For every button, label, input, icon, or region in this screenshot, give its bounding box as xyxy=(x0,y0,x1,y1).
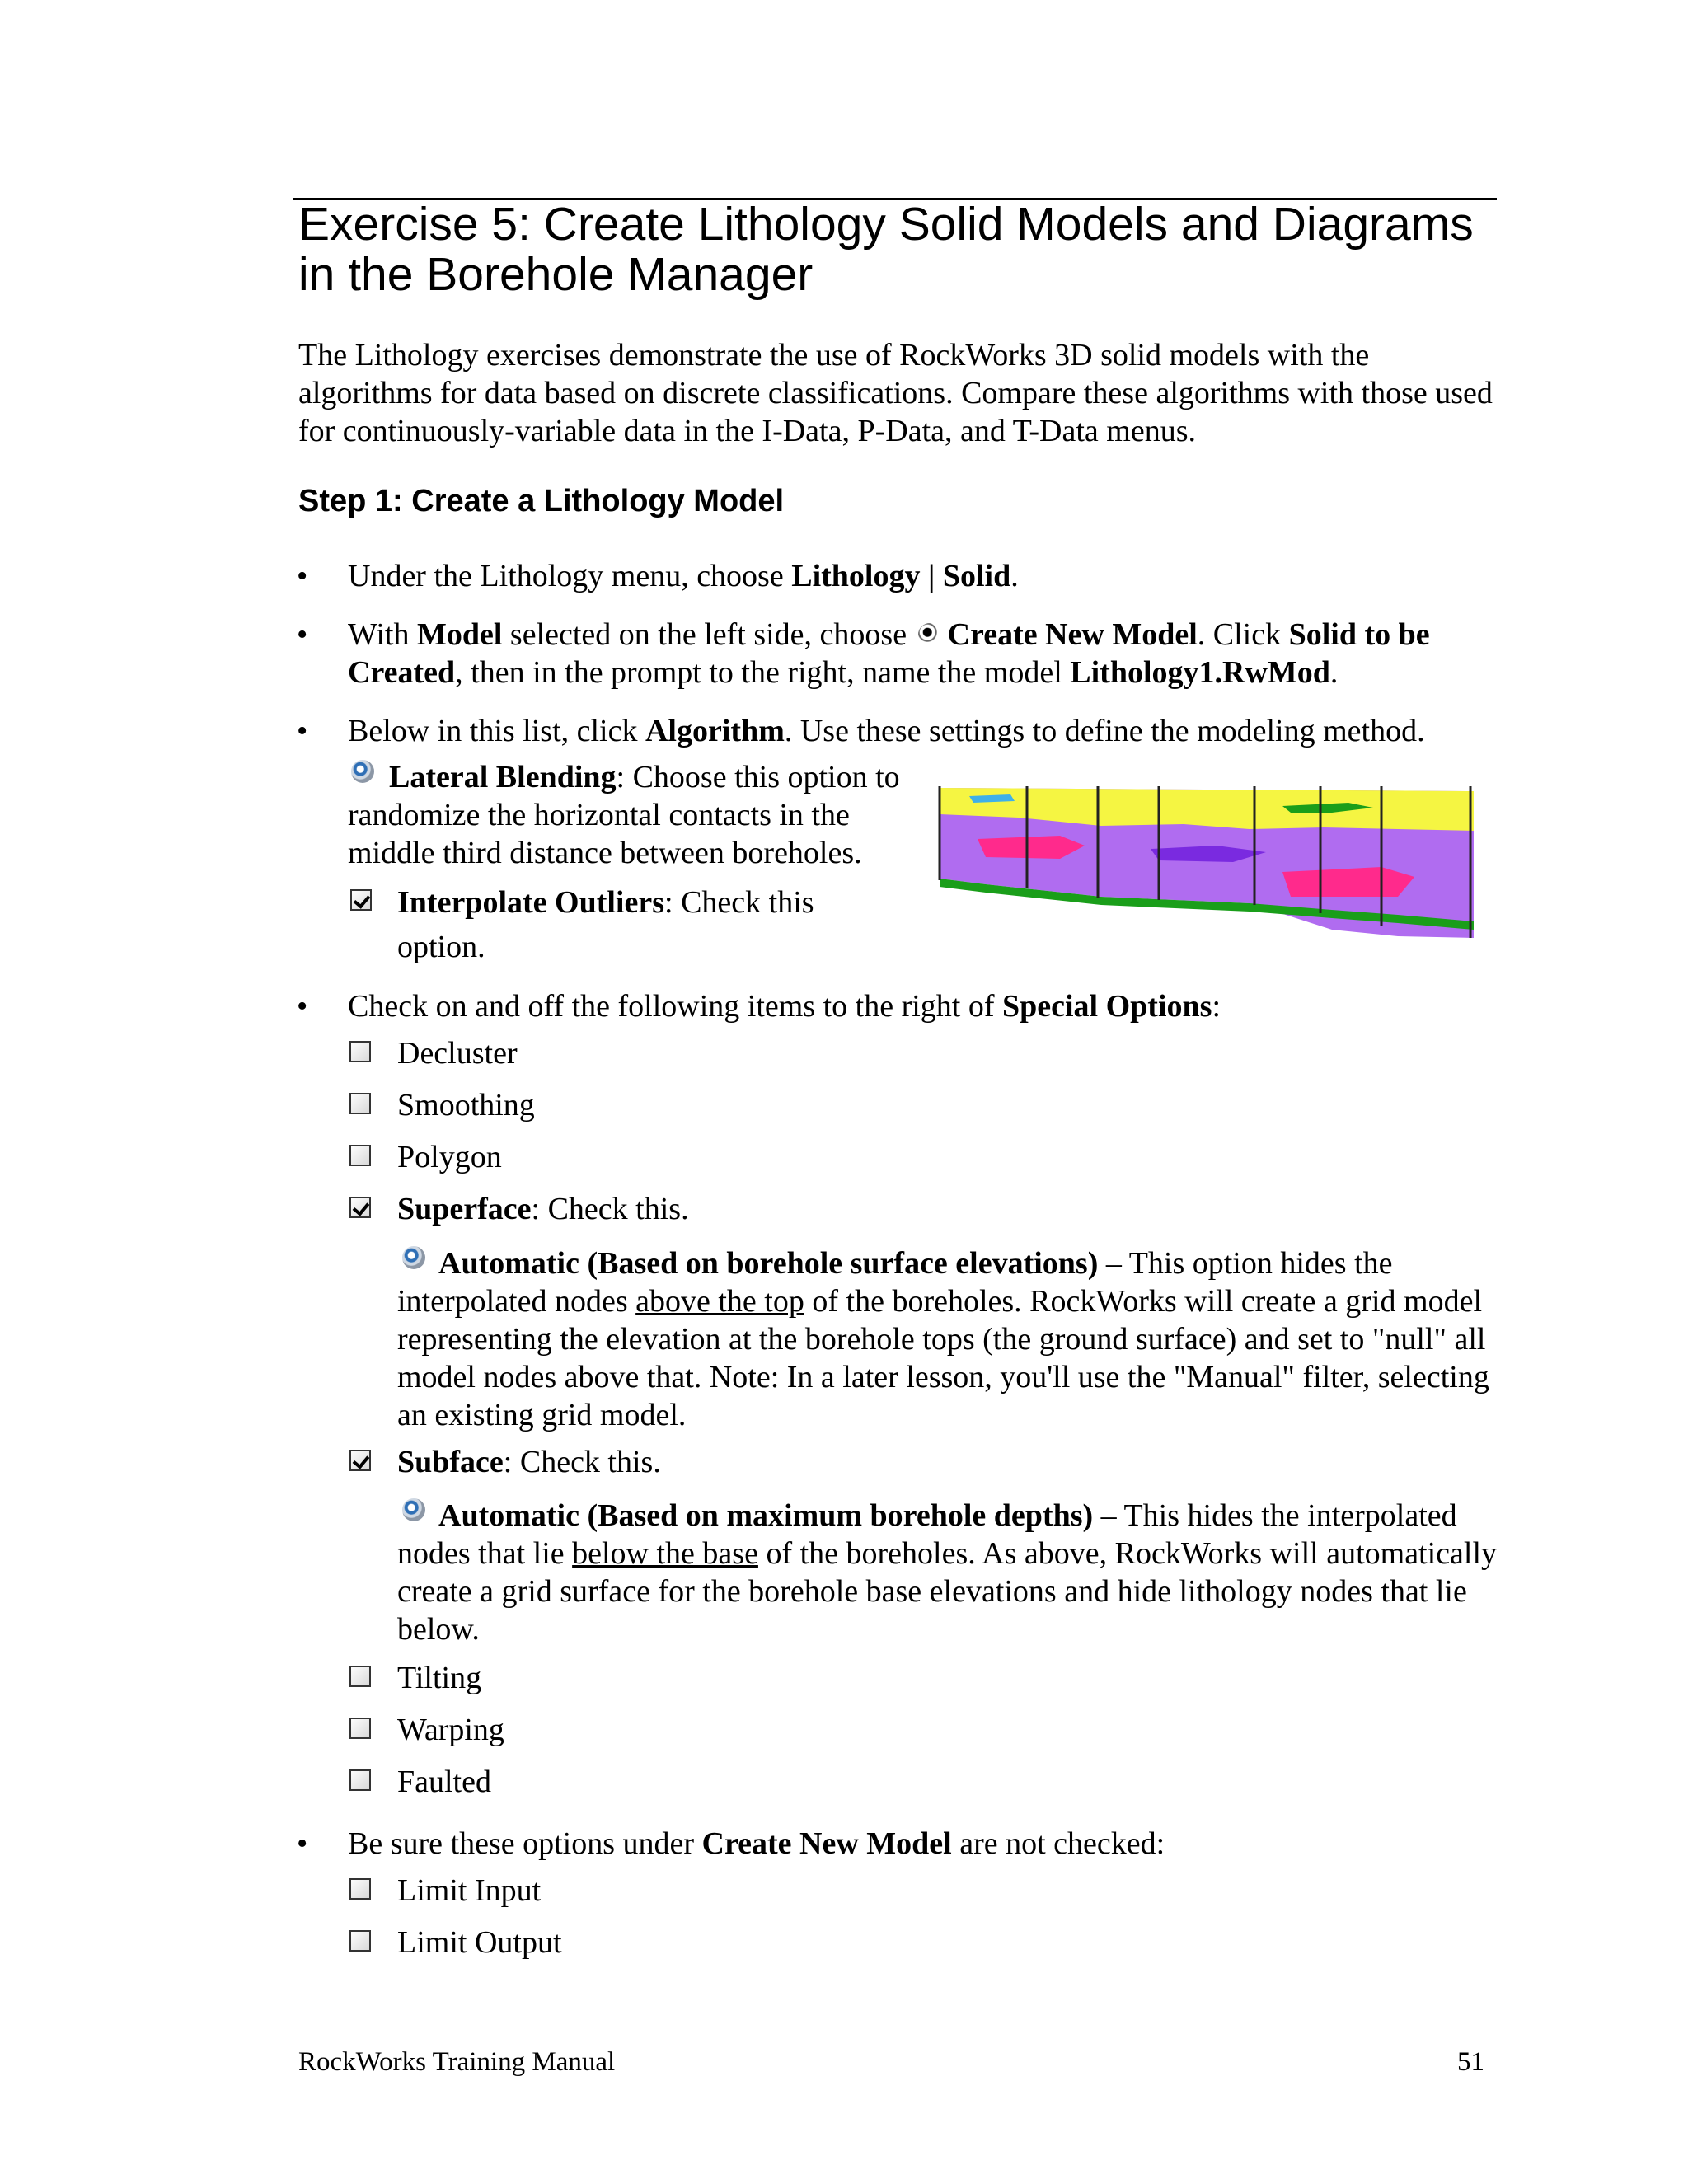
bullet-marker xyxy=(297,1825,321,1863)
superface-label: Superface: Check this. xyxy=(397,1192,689,1226)
limit-input-checkbox xyxy=(349,1878,371,1900)
radio-selected-icon xyxy=(918,623,941,646)
warping-checkbox xyxy=(349,1718,371,1739)
intro-paragraph: The Lithology exercises demonstrate the use of RockWorks 3D solid models with the algorithms for data based on discrete classifications. Compare these algorithms with those used for continuously-variable data in the I-Data, P-Data, and T-Data menus. xyxy=(298,338,1493,448)
tilting-checkbox xyxy=(349,1666,371,1687)
limit-output-checkbox xyxy=(349,1930,371,1952)
subface-label: Subface: Check this. xyxy=(397,1445,661,1479)
interpolate-outliers-checkbox xyxy=(350,889,372,911)
bullet-marker xyxy=(297,557,321,595)
tilting-label: Tilting xyxy=(397,1661,482,1695)
faulted-label: Faulted xyxy=(397,1765,491,1799)
footer-title: RockWorks Training Manual xyxy=(298,2047,616,2077)
bullet-marker xyxy=(297,712,321,750)
limit-input-label: Limit Input xyxy=(397,1873,542,1908)
bullet-item-3: Below in this list, click Algorithm. Use these settings to define the modeling method. xyxy=(348,714,1425,748)
page-number: 51 xyxy=(1457,2047,1484,2077)
lateral-blending-text: Lateral Blending: Choose this option to randomize the horizontal contacts in the middle third distance between boreholes. xyxy=(348,760,900,870)
smoothing-label: Smoothing xyxy=(397,1088,535,1122)
smoothing-checkbox xyxy=(349,1093,371,1114)
subface-automatic-text: Automatic (Based on maximum borehole depths) – This hides the interpolated nodes that lie below the base of the boreholes. As above, RockWorks will automatically create a grid surface for the borehole base elevations and hide lithology nodes that lie below. xyxy=(397,1498,1498,1647)
page-title: Exercise 5: Create Lithology Solid Models and Diagrams in the Borehole Manager xyxy=(298,198,1474,301)
decluster-checkbox xyxy=(349,1041,371,1062)
limit-output-label: Limit Output xyxy=(397,1925,562,1960)
bullet-item-5: Be sure these options under Create New Model are not checked: xyxy=(348,1826,1165,1861)
step-heading: Step 1: Create a Lithology Model xyxy=(298,484,785,518)
faulted-checkbox xyxy=(349,1769,371,1791)
subface-checkbox xyxy=(349,1450,371,1471)
polygon-checkbox xyxy=(349,1145,371,1166)
lithology-model-figure xyxy=(936,781,1477,944)
superface-automatic-text: Automatic (Based on borehole surface elevations) – This option hides the interpolated nodes above the top of the boreholes. RockWorks will create a grid model representing the elevation at the borehole tops (the ground surface) and set to "null" all model nodes above that. Note: In a later lesson, you'll use the "Manual" filter, selecting an existing grid model. xyxy=(397,1246,1489,1432)
bullet-item-2: With Model selected on the left side, choose Create New Model. Click Solid to be Created, then in the prompt to the right, name the model Lithology1.RwMod. xyxy=(348,617,1430,690)
bullet-item-1: Under the Lithology menu, choose Lithology | Solid. xyxy=(348,559,1019,593)
litho-magenta-lens-2 xyxy=(1282,867,1414,897)
bullet-marker xyxy=(297,987,321,1025)
bullet-item-4: Check on and off the following items to the right of Special Options: xyxy=(348,989,1221,1024)
polygon-label: Polygon xyxy=(397,1140,502,1174)
interpolate-outliers-text: Interpolate Outliers: Check this option. xyxy=(397,885,814,964)
superface-checkbox xyxy=(349,1197,371,1218)
bullet-marker xyxy=(297,616,321,654)
decluster-label: Decluster xyxy=(397,1036,518,1071)
warping-label: Warping xyxy=(397,1713,504,1747)
